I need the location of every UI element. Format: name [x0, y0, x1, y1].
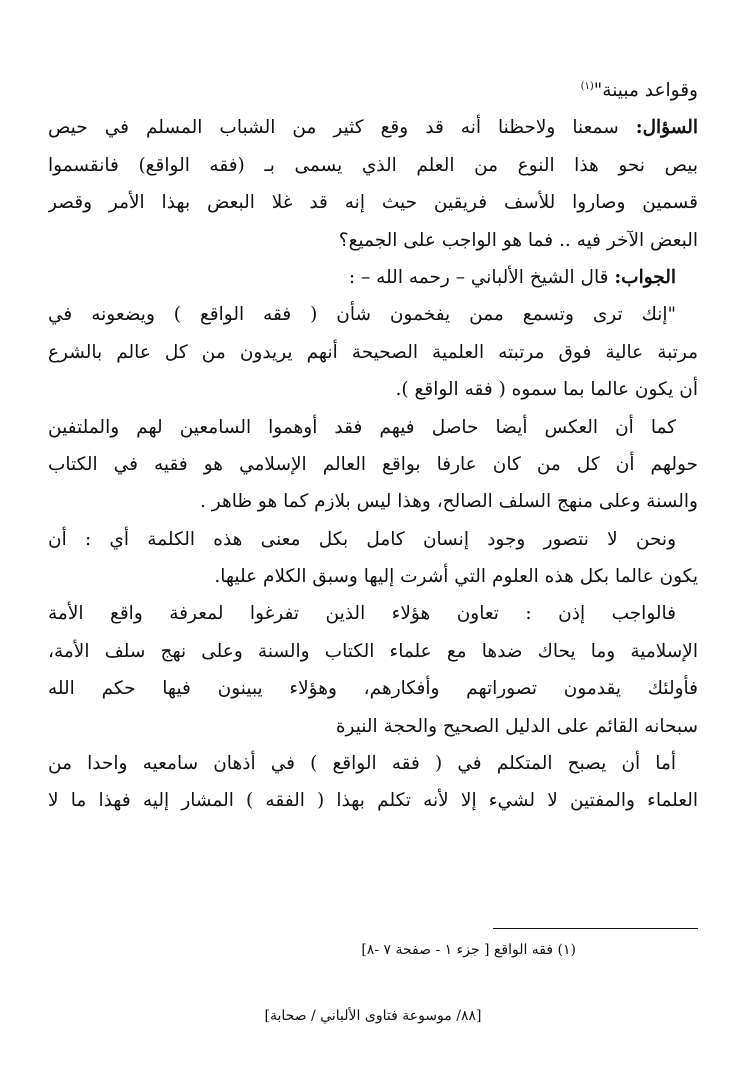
paragraph-line: فالواجب إذن : تعاون هؤلاء الذين تفرغوا لمعرفة واقع الأمة [48, 603, 676, 625]
intro-line [48, 72, 698, 109]
question-label: السؤال: [635, 117, 698, 139]
paragraph-line: سبحانه القائم على الدليل الصحيح والحجة النيرة [335, 715, 698, 737]
paragraph-line: أن يكون عالما بما سموه ( فقه الواقع ). [395, 379, 698, 401]
paragraph-line: العلماء والمفتين لا لشيء إلا لأنه تكلم بهذا ( الفقه ) المشار إليه فهذا ما لا [48, 790, 698, 812]
paragraph-line: يكون عالما بكل هذه العلوم التي أشرت إليها وسبق الكلام عليها. [214, 566, 698, 588]
paragraph-line: ونحن لا نتصور وجود إنسان كامل بكل معنى هذه الكلمة أي : أن [48, 528, 676, 550]
footnote-ref: (١) [580, 80, 594, 92]
footnote-divider [493, 928, 698, 929]
answer-label: الجواب: [614, 266, 676, 288]
question-line: بيص نحو هذا النوع من العلم الذي يسمى بـ (فقه الواقع) فانقسموا [48, 154, 698, 176]
paragraph-line: والسنة وعلى منهج السلف الصالح، وهذا ليس بلازم كما هو ظاهر . [199, 491, 698, 513]
question-line: البعض الآخر فيه .. فما هو الواجب على الجميع؟ [338, 229, 698, 251]
paragraph-line: فأولئك يقدمون تصوراتهم وأفكارهم، وهؤلاء يبينون فيها حكم الله [48, 678, 698, 700]
paragraph-line: "إنك ترى وتسمع ممن يفخمون شأن ( فقه الواقع ) ويضعونه في [48, 304, 676, 326]
answer-intro: قال الشيخ الألباني – رحمه الله – : [348, 266, 609, 288]
question-line: السؤال: سمعنا ولاحظنا أنه قد وقع كثير من الشباب المسلم في حيص [48, 117, 698, 139]
paragraph-line: أما أن يصبح المتكلم في ( فقه الواقع ) في أذهان سامعيه واحدا من [48, 753, 676, 775]
page-footer: [٨٨/ موسوعة فتاوى الألباني / صحابة] [264, 1008, 482, 1024]
intro-text: وقواعد مبينة" [593, 80, 698, 101]
question-line: قسمين وصاروا للأسف فريقين حيث إنه قد غلا البعض بهذا الأمر وقصر [48, 192, 698, 214]
answer-line [48, 259, 698, 296]
main-text [48, 72, 698, 820]
paragraph-line: كما أن العكس أيضا حاصل فيهم فقد أوهموا السامعين لهم والملتفين [48, 416, 676, 438]
footnote: (١) فقه الواقع [ جزء ١ - صفحة ٧ -٨] [361, 942, 576, 958]
paragraph-line: الإسلامية وما يحاك ضدها مع علماء الكتاب والسنة وعلى نهج سلف الأمة، [48, 640, 698, 662]
paragraph-line: حولهم أن كل من كان عارفا بواقع العالم الإسلامي هو فقيه في الكتاب [48, 453, 698, 475]
paragraph-line: مرتبة عالية فوق مرتبته العلمية الصحيحة أنهم يريدون من كل عالم بالشرع [48, 341, 698, 363]
